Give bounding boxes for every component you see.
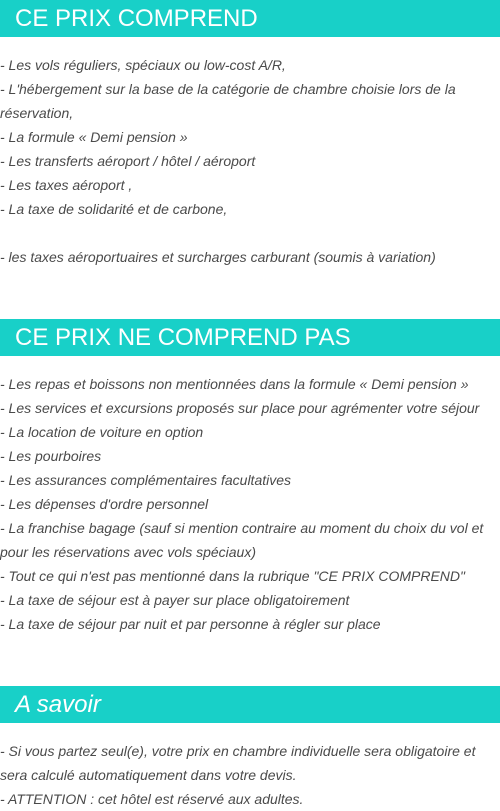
list-item: - La formule « Demi pension » <box>0 129 188 145</box>
list-item: - La location de voiture en option <box>0 424 204 440</box>
section-header-savoir: A savoir <box>0 686 500 723</box>
list-item: - Les taxes aéroport , <box>0 177 133 193</box>
list-item: - Si vous partez seul(e), votre prix en chambre individuelle sera obligatoire et sera calculé automatiquement dans votre devis. <box>0 743 476 783</box>
list-item: - Les vols réguliers, spéciaux ou low-cost A/R, <box>0 57 286 73</box>
list-item: - ATTENTION : cet hôtel est réservé aux adultes. <box>0 791 304 807</box>
includes-list <box>0 53 496 269</box>
list-item: - Les transferts aéroport / hôtel / aéroport <box>0 153 256 169</box>
list-item: - La taxe de séjour par nuit et par personne à régler sur place <box>0 616 381 632</box>
excludes-list <box>0 372 496 636</box>
list-item: - Les assurances complémentaires facultatives <box>0 472 292 488</box>
section-header-excludes: CE PRIX NE COMPREND PAS <box>0 319 500 356</box>
list-item: - Les pourboires <box>0 448 102 464</box>
list-item: - La taxe de séjour est à payer sur place obligatoirement <box>0 592 350 608</box>
list-item: - les taxes aéroportuaires et surcharges carburant (soumis à variation) <box>0 249 436 265</box>
list-item: - La taxe de solidarité et de carbone, <box>0 201 228 217</box>
list-item: - Les services et excursions proposés sur place pour agrémenter votre séjour <box>0 400 480 416</box>
list-item: - Les repas et boissons non mentionnées dans la formule « Demi pension » <box>0 376 469 392</box>
list-item: - L'hébergement sur la base de la catégorie de chambre choisie lors de la réservation, <box>0 81 456 121</box>
list-item: - Les dépenses d'ordre personnel <box>0 496 209 512</box>
list-item: - La franchise bagage (sauf si mention contraire au moment du choix du vol et pour les réservations avec vols spéciaux) <box>0 520 484 560</box>
section-header-includes: CE PRIX COMPREND <box>0 0 500 37</box>
savoir-list <box>0 739 496 811</box>
list-item: - Tout ce qui n'est pas mentionné dans la rubrique "CE PRIX COMPREND" <box>0 568 465 584</box>
